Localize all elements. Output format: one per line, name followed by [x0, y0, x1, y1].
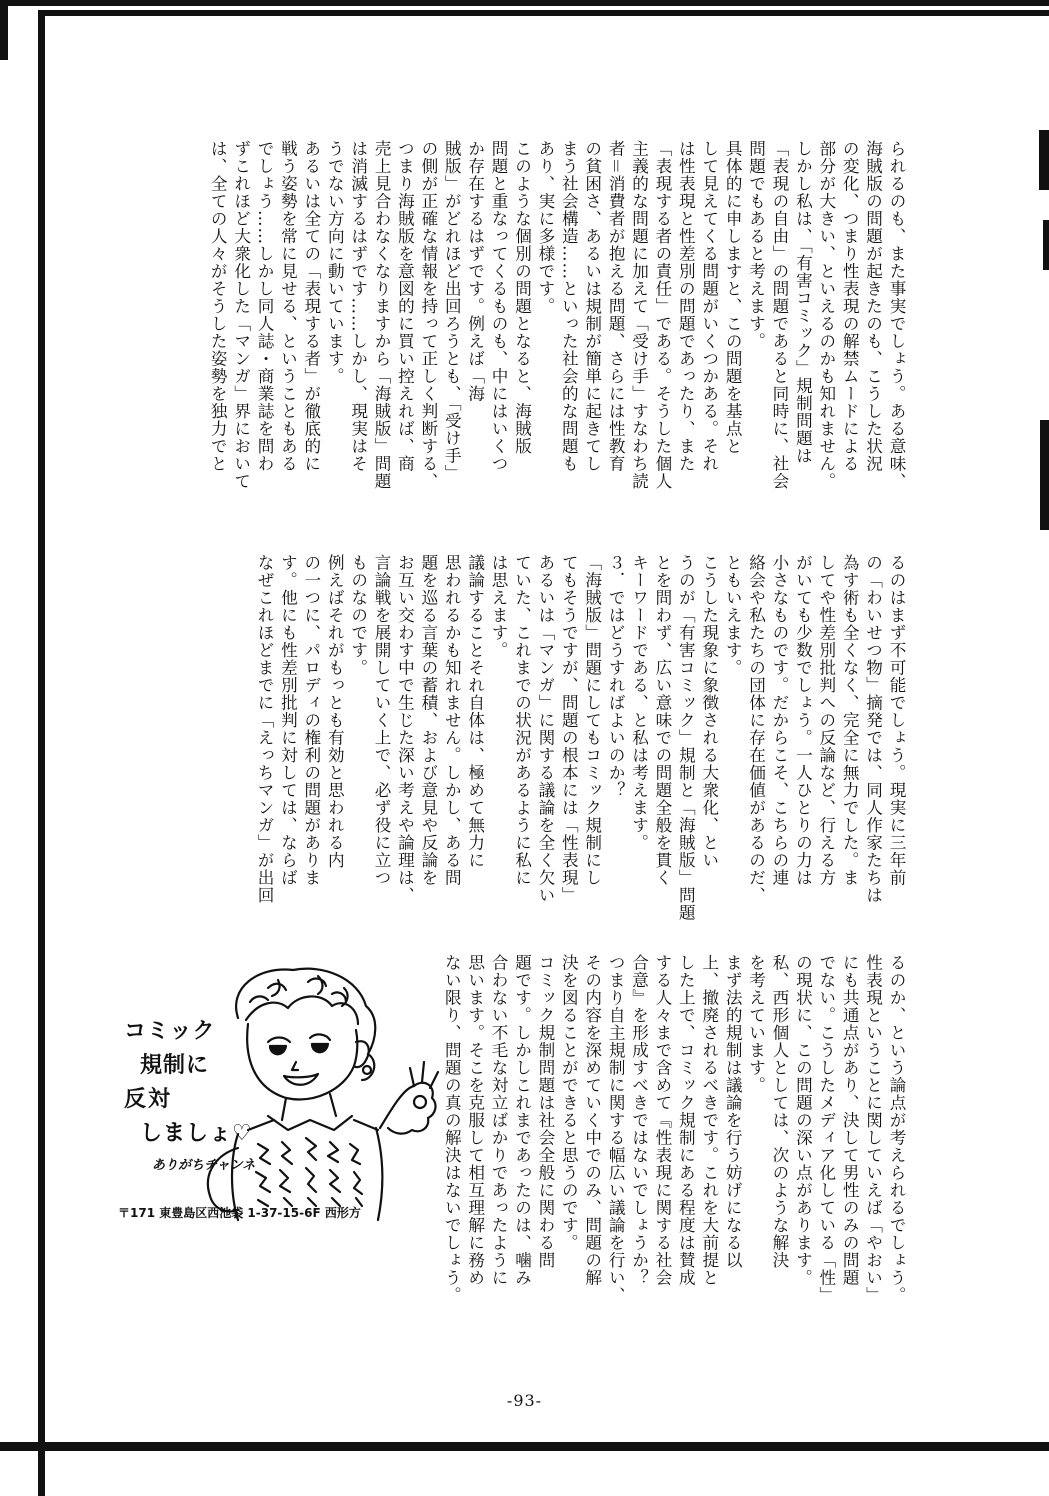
text-line: うでない方向に動いています。 — [325, 140, 345, 385]
text-line: あり、実に多様です。 — [535, 140, 555, 315]
text-line: した上で、コミック規制にある程度は賛成 — [676, 954, 696, 1287]
text-line: その内容を深めていく中でのみ、問題の解 — [582, 954, 602, 1287]
text-line: ともいえます。 — [723, 554, 743, 677]
text-line: コミック規制問題は社会全般に関わる問 — [535, 954, 555, 1269]
text-line: にも共通点があり、決して男性のみの問題 — [840, 954, 860, 1287]
text-line: は性表現と性差別の問題であったり、また — [676, 140, 696, 473]
signature: ありがちチャンネ — [152, 1158, 256, 1173]
text-line: ずこれほど大衆化した「マンガ」界において — [231, 140, 251, 490]
text-line: うのが「有害コミック」規制と「海賊版」問題 — [676, 554, 696, 922]
frame-bottom-line — [0, 1442, 1049, 1451]
text-line: 言論戦を展開していく上で、必ず役に立つ — [372, 554, 392, 887]
text-line: 海賊版の問題が起きたのも、こうした状況 — [863, 140, 883, 473]
text-line: なぜこれほどまでに「えっちマンガ」が出回 — [255, 554, 275, 904]
text-line: 小さなものです。だからこそ、こちらの連 — [769, 554, 789, 887]
edge-mark — [1039, 130, 1049, 190]
text-line: の「わいせつ物」摘発では、同人作家たちは — [863, 554, 883, 904]
caption-line: 反対 — [124, 1087, 173, 1112]
text-line: を考えています。 — [746, 954, 766, 1094]
text-block-middle — [148, 554, 908, 946]
text-line: 例えばそれがもっとも有効と思われる内 — [325, 554, 345, 869]
text-line: の側が正確な情報を持って正しく判断する、 — [418, 140, 438, 490]
address: 〒171 東豊島区西池袋 1-37-15-6F 西形方 — [118, 1206, 361, 1220]
frame-top-line — [0, 0, 1049, 6]
text-line: るのか、という論点が考えられるでしょう。 — [887, 954, 906, 1304]
text-line: 思います。そこを克服して相互理解に務め — [465, 954, 485, 1287]
text-block-lower — [438, 954, 908, 1346]
text-block-upper — [148, 140, 908, 532]
text-line: する人々まで含めて『性表現に関する社会 — [652, 954, 672, 1287]
text-line: 上、撤廃されるべきです。これを大前提と — [699, 954, 719, 1287]
text-line: は消滅するはずです……しかし、現実はそ — [348, 140, 368, 473]
text-line: ない限り、問題の真の解決はないでしょう。 — [442, 954, 462, 1304]
text-line: 議論することそれ自体は、極めて無力に — [465, 554, 485, 869]
edge-mark — [1040, 420, 1049, 530]
frame-left-outer-stub — [0, 0, 8, 60]
edge-mark — [1043, 220, 1049, 270]
text-line: 具体的に申しますと、この問題を基点と — [723, 140, 743, 455]
text-line: あるいは全ての「表現する者」が徹底的に — [301, 140, 321, 473]
text-line: 「表現する者の責任」である。そうした個人 — [652, 140, 672, 490]
text-line: 絡会や私たちの団体に存在価値があるのだ、 — [746, 554, 766, 904]
text-line: 決を図ることができると思うのです。 — [559, 954, 579, 1252]
text-line: 者＝消費者が抱える問題、さらには性教育 — [606, 140, 626, 473]
text-line: 合わない不毛な対立ばかりであったように — [489, 954, 509, 1287]
text-line: キーワードである、と私は考えます。 — [629, 554, 649, 852]
text-line: か存在するはずです。例えば「海 — [465, 140, 485, 403]
text-line: の現状に、この問題の深い点があります。 — [793, 954, 813, 1287]
text-line: つまり自主規制に関する幅広い議論を行い、 — [606, 954, 626, 1304]
text-line: してや性差別批判への反論など、行える方 — [816, 554, 836, 887]
text-line: す。他にも性差別批判に対しては、ならば — [278, 554, 298, 887]
text-line: まう社会構造……といった社会的な問題も — [559, 140, 579, 473]
text-line: 主義的な問題に加えて「受け手」すなわち読 — [629, 140, 649, 490]
text-line: がいても少数でしょう。一人ひとりの力は — [793, 554, 813, 887]
text-line: るのはまず不可能でしょう。現実に三年前 — [887, 554, 906, 887]
text-line: 部分が大きい、といえるのかも知れません。 — [816, 140, 836, 490]
text-line: 思われるかも知れません。しかし、ある問 — [442, 554, 462, 887]
character-illustration — [118, 958, 448, 1223]
text-line: でしょう……しかし同人誌・商業誌を問わ — [255, 140, 275, 473]
text-line: の一つに、パロディの権利の問題がありま — [301, 554, 321, 887]
text-line: は、全ての人々がそうした姿勢を独力でと — [208, 140, 228, 473]
text-line: 題です。しかしこれまであったのは、噛み — [512, 954, 532, 1287]
text-line: 賊版」がどれほど出回ろうとも、「受け手」 — [442, 140, 462, 482]
text-line: 問題と重なってくるものも、中にはいくつ — [489, 140, 509, 473]
text-line: の変化、つまり性表現の解禁ムードによる — [840, 140, 860, 473]
text-line: 合意』を形成すべきではないでしょうか？ — [629, 954, 649, 1287]
text-line: お互い交わす中で生じた深い考えや論理は、 — [395, 554, 415, 904]
text-line: 私、西形個人としては、次のような解決 — [769, 954, 789, 1269]
text-line: 戦う姿勢を常に見せる、ということもある — [278, 140, 298, 473]
text-line: あるいは「マンガ」に関する議論を全く欠い — [535, 554, 555, 904]
text-line: てもそうですが、問題の根本には「性表現」 — [559, 554, 579, 904]
page-number: -93- — [506, 1391, 543, 1410]
text-line: 売上見合わなくなりますから「海賊版」問題 — [372, 140, 392, 490]
frame-top-inner-line — [38, 10, 1049, 16]
text-line: まず法的規制は議論を行う妨げになる以 — [723, 954, 743, 1269]
text-line: は思えます。 — [489, 554, 509, 659]
caption-line: しましょ♡ — [140, 1121, 253, 1146]
text-line: こうした現象に象徴される大衆化、とい — [699, 554, 719, 869]
text-line: 「表現の自由」の問題であると同時に、社会 — [769, 140, 789, 490]
text-line: られるのも、また事実でしょう。ある意味、 — [887, 140, 906, 490]
text-line: つまり海賊版を意図的に買い控えれば、商 — [395, 140, 415, 473]
caption-line: コミック — [124, 1019, 216, 1044]
text-line: とを問わず、広い意味での問題全般を貫く — [652, 554, 672, 887]
text-line: 題を巡る言葉の蓄積、および意見や反論を — [418, 554, 438, 887]
text-line: の貧困さ、あるいは規制が簡単に起きてし — [582, 140, 602, 473]
text-line: 問題でもあると考えます。 — [746, 140, 766, 350]
text-line: ものなのです。 — [348, 554, 368, 677]
text-line: 性表現ということに関していえば「やおい」 — [863, 954, 883, 1304]
text-line: 為す術も全くなく、完全に無力でした。ま — [840, 554, 860, 887]
section-heading: ３．ではどうすればよいのか？ — [606, 554, 626, 799]
text-line: でない。こうしたメディア化している「性」 — [816, 954, 836, 1304]
text-line: 「海賊版」問題にしてもコミック規制にし — [582, 554, 602, 887]
text-line: して見えてくる問題がいくつかある。それ — [699, 140, 719, 473]
text-line: このような個別の問題となると、海賊版 — [512, 140, 532, 455]
text-line: ていた、これまでの状況があるように私に — [512, 554, 532, 887]
frame-left-line — [38, 10, 45, 1496]
text-line: しかし私は、「有害コミック」規制問題は — [793, 140, 813, 465]
caption-line: 規制に — [140, 1053, 210, 1078]
